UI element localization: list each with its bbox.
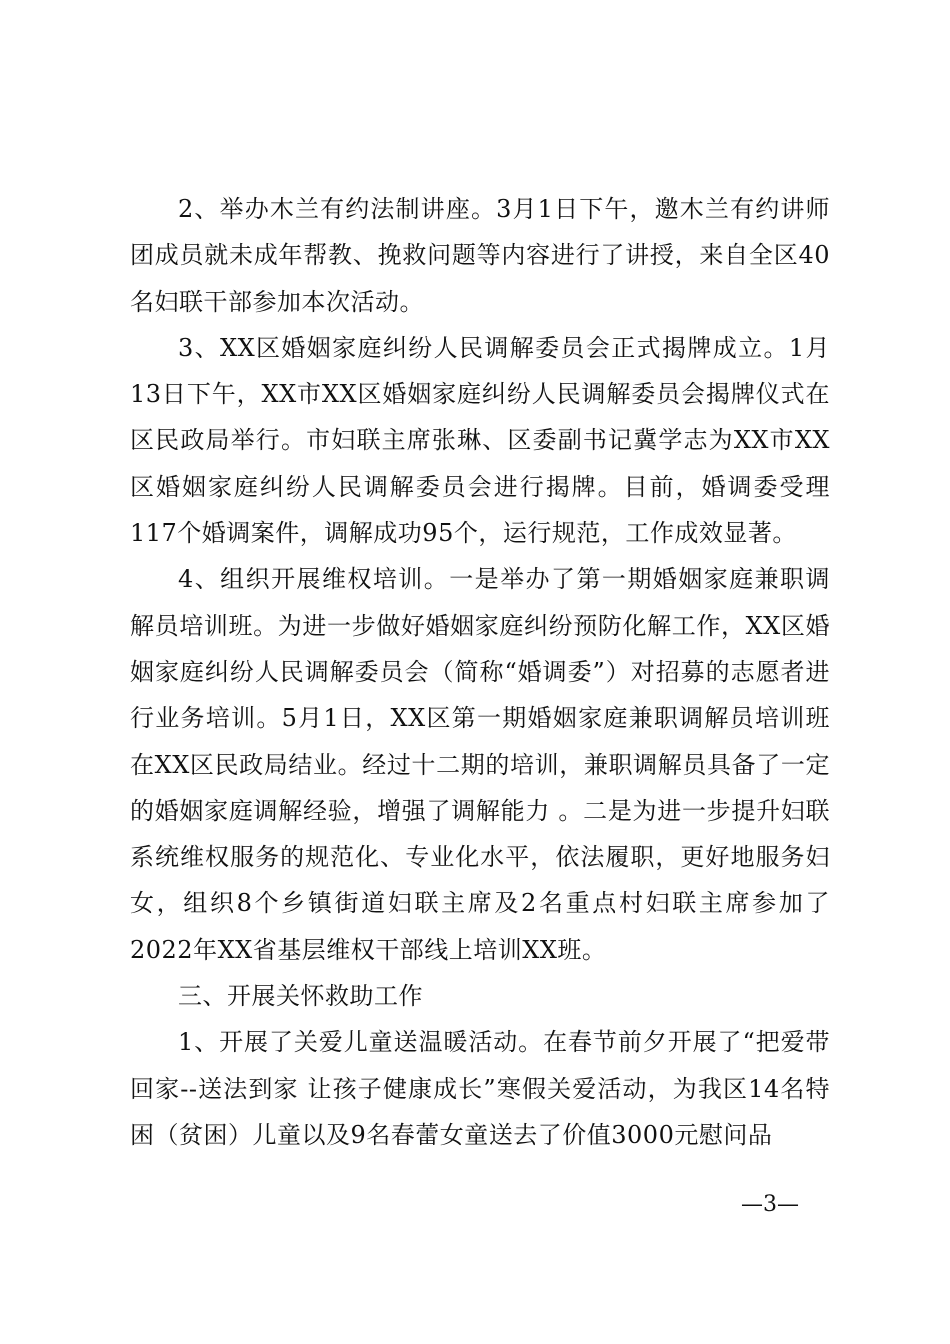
paragraph-mediation-committee: 3、XX区婚姻家庭纠纷人民调解委员会正式揭牌成立。1月13日下午，XX市XX区婚姻家庭纠纷人民调解委员会揭牌仪式在区民政局举行。市妇联主席张琳、区委副书记冀学志为XX市XX区婚姻家庭纠纷人民调解委员会进行揭牌。目前，婚调委受理117个婚调案件，调解成功95个，运行规范，工作成效显著。 xyxy=(130,333,830,548)
document-body xyxy=(130,186,830,1158)
section-heading-care-assistance: 三、开展关怀救助工作 xyxy=(178,982,423,1011)
paragraph-children-care: 1、开展了关爱儿童送温暖活动。在春节前夕开展了“把爱带回家--送法到家 让孩子健康成长”寒假关爱活动，为我区14名特困（贫困）儿童以及9名春蕾女童送去了价值3000元慰问品 xyxy=(130,1028,830,1149)
paragraph-training: 4、组织开展维权培训。一是举办了第一期婚姻家庭兼职调解员培训班。为进一步做好婚姻家庭纠纷预防化解工作，XX区婚姻家庭纠纷人民调解委员会（简称“婚调委”）对招募的志愿者进行业务培训。5月1日，XX区第一期婚姻家庭兼职调解员培训班在XX区民政局结业。经过十二期的培训，兼职调解员具备了一定的婚姻家庭调解经验，增强了调解能力 。二是为进一步提升妇联系统维权服务的规范化、专业化水平，依法履职，更好地服务妇女，组织8个乡镇街道妇联主席及2名重点村妇联主席参加了2022年XX省基层维权干部线上培训XX班。 xyxy=(130,565,830,964)
page-number: —3— xyxy=(741,1192,799,1217)
paragraph-lecture: 2、举办木兰有约法制讲座。3月1日下午，邀木兰有约讲师团成员就未成年帮教、挽救问题等内容进行了讲授，来自全区40名妇联干部参加本次活动。 xyxy=(130,195,830,316)
